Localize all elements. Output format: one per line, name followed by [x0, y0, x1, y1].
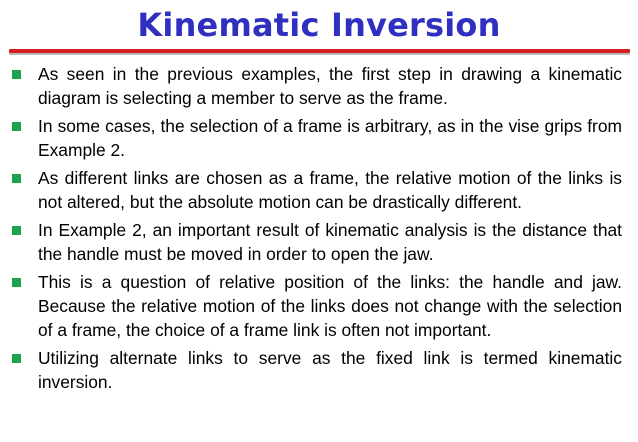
bullet-item — [10, 114, 622, 162]
title-underline-shadow — [9, 53, 630, 55]
slide-title: Kinematic Inversion — [137, 6, 501, 44]
bullet-item — [10, 218, 622, 266]
square-bullet-icon — [12, 354, 21, 363]
bullet-text: In Example 2, an important result of kinematic analysis is the distance that the handle must be moved in order to open the jaw. — [38, 220, 622, 264]
bullet-item — [10, 270, 622, 342]
square-bullet-icon — [12, 122, 21, 131]
bullet-text: This is a question of relative position of the links: the handle and jaw. Because the relative motion of the links does not change with the selection of a frame, the choice of a frame link is often not important. — [38, 272, 622, 340]
square-bullet-icon — [12, 226, 21, 235]
bullet-text: As different links are chosen as a frame, the relative motion of the links is not altered, but the absolute motion can be drastically different. — [38, 168, 622, 212]
bullet-list — [10, 62, 622, 398]
bullet-item — [10, 166, 622, 214]
square-bullet-icon — [12, 278, 21, 287]
bullet-item — [10, 62, 622, 110]
bullet-text: In some cases, the selection of a frame is arbitrary, as in the vise grips from Example 2. — [38, 116, 622, 160]
bullet-text: As seen in the previous examples, the first step in drawing a kinematic diagram is selecting a member to serve as the frame. — [38, 64, 622, 108]
bullet-text: Utilizing alternate links to serve as the fixed link is termed kinematic inversion. — [38, 348, 622, 392]
bullet-item — [10, 346, 622, 394]
square-bullet-icon — [12, 174, 21, 183]
square-bullet-icon — [12, 70, 21, 79]
